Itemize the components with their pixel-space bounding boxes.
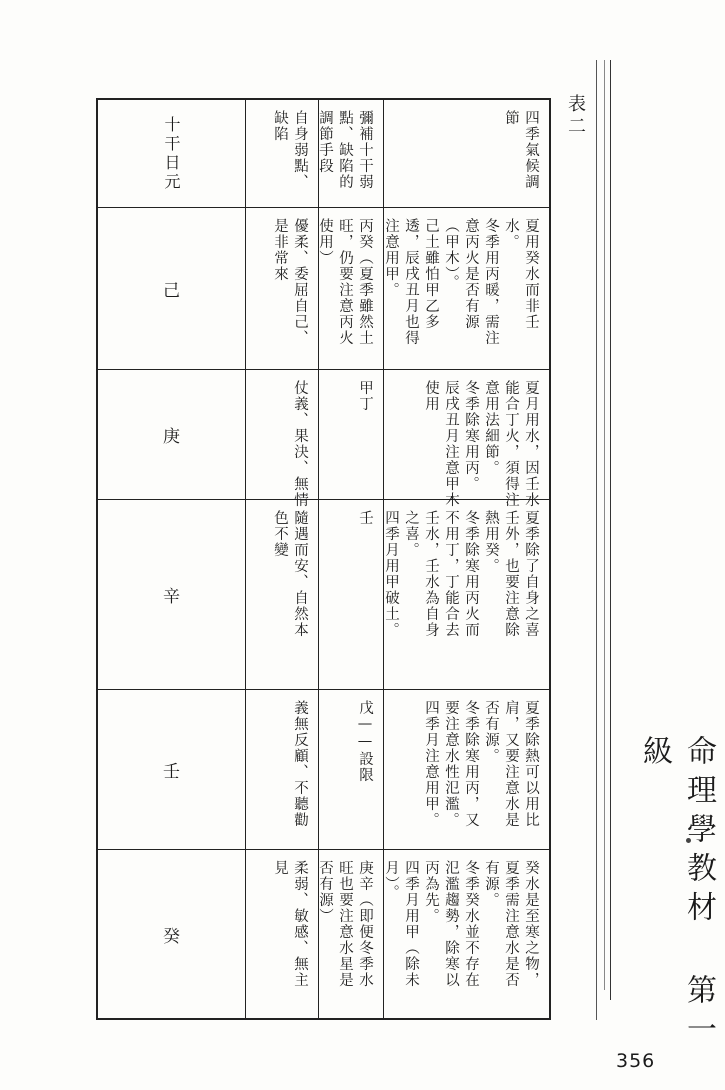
- stem-cell-xin: 辛: [98, 500, 245, 690]
- remedy-cell-ren: 戊——設限: [319, 690, 383, 850]
- remedy-row-header: 彌補十干弱 點、缺陷的 調節手段: [319, 100, 383, 208]
- remedy-cell-ji: 丙癸（夏季雖然土 旺，仍要注意丙火 使用）: [319, 208, 383, 370]
- book-title: 命理學教材 第一級: [637, 735, 716, 1052]
- remedy-row: [318, 100, 383, 1018]
- stem-cell-ren: 壬: [98, 690, 245, 850]
- page-number: 356: [616, 1050, 656, 1072]
- page-edge-line: [610, 60, 611, 1000]
- weakness-cell-ji: 優柔、委屈自己、 是非常來: [246, 208, 318, 370]
- season-row-header: 四季氣候調 節: [384, 100, 549, 208]
- stem-cell-geng: 庚: [98, 370, 245, 500]
- page-edge-line: [596, 60, 597, 1020]
- season-cell-geng: 夏月用水，因壬水 能合丁火，須得注 意用法細節。 冬季除寒用丙。 辰戌丑月注意甲木 使用: [384, 370, 549, 500]
- stem-table: [96, 98, 551, 1020]
- season-cell-ren: 夏季除熱可以用比 肩，又要注意水是 否有源。 冬季除寒用丙，又 要注意水性氾濫。 四季月注意用甲。: [384, 690, 549, 850]
- weakness-row: [245, 100, 318, 1018]
- remedy-cell-xin: 壬: [319, 500, 383, 690]
- stem-row-header: 十干日元: [98, 100, 245, 208]
- season-cell-ji: 夏用癸水而非壬 水。 冬季用丙暖，需注 意丙火是否有源 （甲木）。 己土雖怕甲乙多 透，辰戌丑月也得 注意用甲。: [384, 208, 549, 370]
- season-cell-xin: 夏季除了自身之喜 壬外，也要注意除 熱用癸。 冬季除寒用丙火而 不用丁，丁能合去 壬水，壬水為自身 之喜。 四季月用甲破土。: [384, 500, 549, 690]
- stem-row: [98, 100, 245, 1018]
- weakness-cell-ren: 義無反顧、不聽勸: [246, 690, 318, 850]
- page-edge-line: [604, 60, 605, 990]
- stem-cell-ji: 己: [98, 208, 245, 370]
- table-caption: 表二: [565, 94, 586, 138]
- weakness-cell-gui: 柔弱、敏感、無主 見: [272, 860, 308, 988]
- weakness-row-header: 自身弱點、 缺陷: [246, 100, 318, 208]
- weakness-cell-xin: 隨遇而安、自然本 色不變: [246, 500, 318, 690]
- season-cell-gui: 癸水是至寒之物， 夏季需注意水是否 有源。 冬季癸水並不存在 氾濫趨勢，除寒以 丙為先。 四季月用甲（除未 月）。: [383, 860, 539, 988]
- remedy-cell-gui: 庚辛（即便冬季水 旺也要注意水星是 否有源）: [317, 860, 373, 988]
- stem-cell-gui: 癸: [163, 926, 180, 947]
- remedy-cell-geng: 甲丁: [319, 370, 383, 500]
- weakness-cell-geng: 仗義、果決、無情: [246, 370, 318, 500]
- season-row: [383, 100, 549, 1018]
